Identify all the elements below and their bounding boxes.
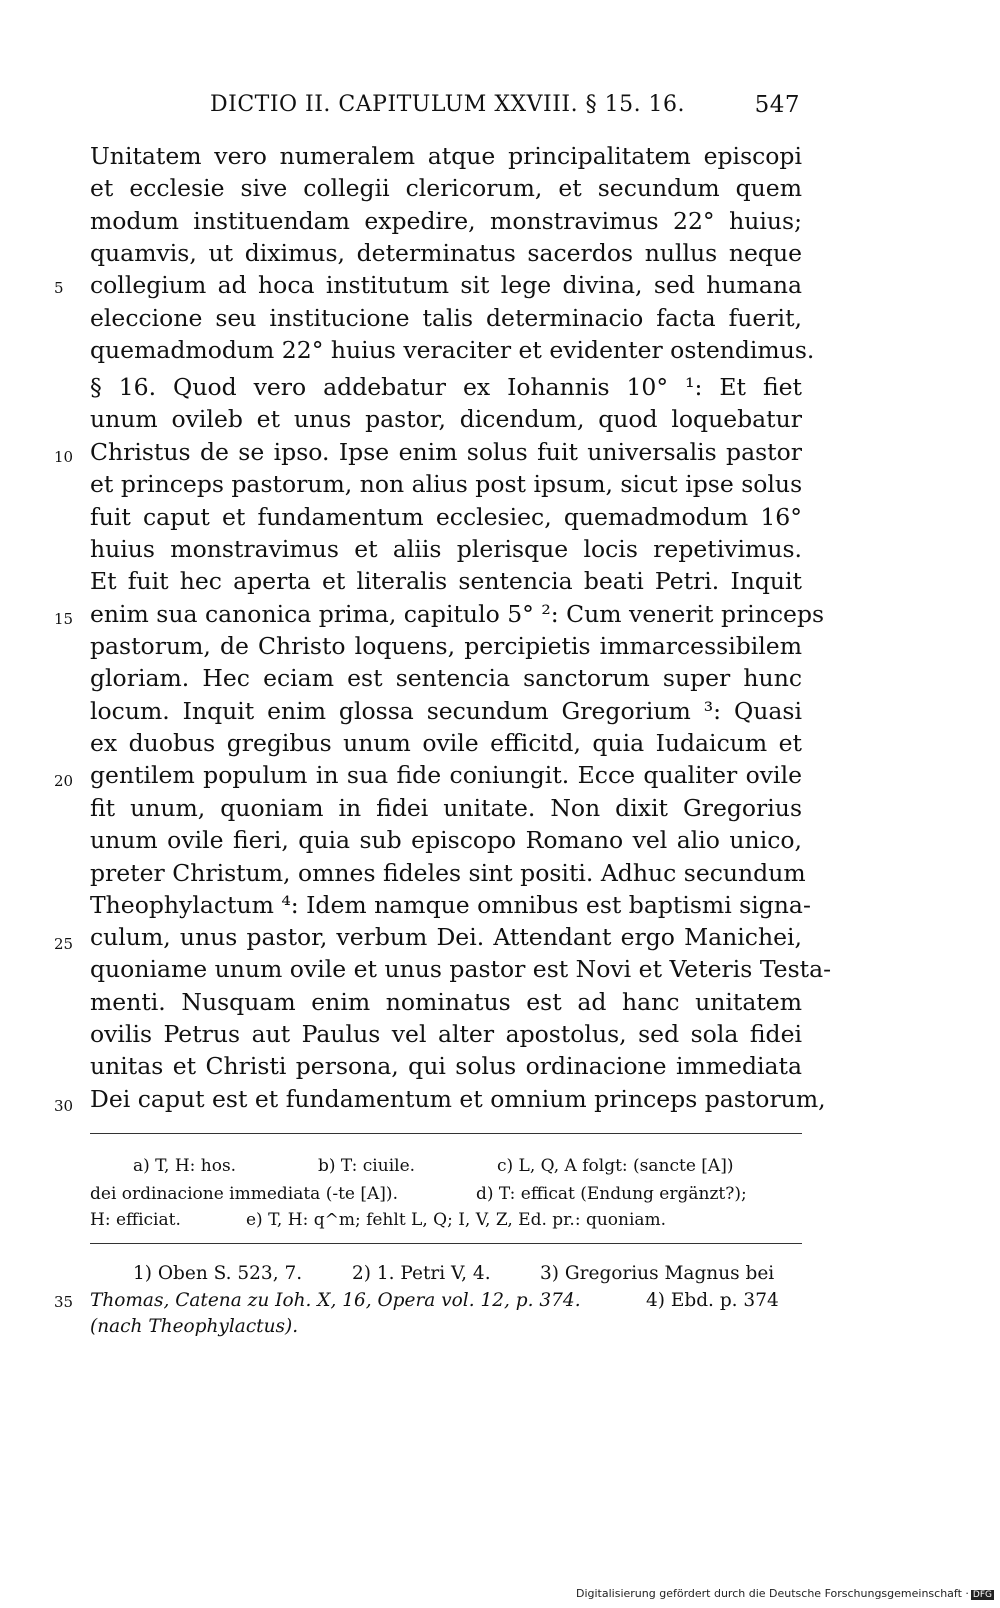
body-line: Theophylactum ⁴: Idem namque omnibus est baptismi signa- xyxy=(90,891,811,919)
body-line: quemadmodum 22° huius veraciter et evidenter ostendimus. xyxy=(90,336,815,364)
body-line: gentilem populum in sua fide coniungit. Ecce qualiter ovile xyxy=(90,761,802,789)
body-line: preter Christum, omnes fideles sint positi. Adhuc secundum xyxy=(90,859,806,887)
line-number: 10 xyxy=(54,448,74,466)
body-line: fit unum, quoniam in fidei unitate. Non dixit Gregorius xyxy=(90,794,802,822)
body-line: ovilis Petrus aut Paulus vel alter apostolus, sed sola fidei xyxy=(90,1020,802,1048)
footnote-rule xyxy=(90,1133,802,1134)
line-number: 20 xyxy=(54,772,74,790)
apparatus-c2: dei ordinacione immediata (-te [A]). xyxy=(90,1184,398,1204)
body-line: fuit caput et fundamentum ecclesiec, quemadmodum 16° xyxy=(90,503,802,531)
apparatus-c1: c) L, Q, A folgt: (sancte [A]) xyxy=(497,1156,734,1176)
body-line: locum. Inquit enim glossa secundum Gregorium ³: Quasi xyxy=(90,697,802,725)
body-line: Unitatem vero numeralem atque principalitatem episcopi xyxy=(90,142,802,170)
line-number: 15 xyxy=(54,610,74,628)
body-line: et ecclesie sive collegii clericorum, et secundum quem xyxy=(90,174,802,202)
body-line: Et fuit hec aperta et literalis sentencia beati Petri. Inquit xyxy=(90,567,802,595)
body-line: unum ovileb et unus pastor, dicendum, quod loquebatur xyxy=(90,405,802,433)
line-number: 5 xyxy=(54,279,64,297)
line-number: 25 xyxy=(54,935,74,953)
apparatus-d2: H: efficiat. xyxy=(90,1210,181,1230)
body-line: enim sua canonica prima, capitulo 5° ²: Cum venerit princeps xyxy=(90,600,825,628)
footnote-3: 3) Gregorius Magnus bei xyxy=(540,1263,775,1284)
line-number: 30 xyxy=(54,1097,74,1115)
body-line: collegium ad hoca institutum sit lege divina, sed humana xyxy=(90,271,802,299)
dfg-logo: DFG xyxy=(972,1590,992,1600)
body-line: huius monstravimus et aliis plerisque locis repetivimus. xyxy=(90,535,802,563)
footnote-4: 4) Ebd. p. 374 xyxy=(646,1290,779,1311)
apparatus-b: b) T: ciuile. xyxy=(318,1156,416,1176)
digitization-credit xyxy=(576,1587,994,1600)
line-number: 35 xyxy=(54,1293,74,1311)
apparatus-d1: d) T: efficat (Endung ergänzt?); xyxy=(476,1184,747,1204)
page-number: 547 xyxy=(754,92,800,118)
body-line: quoniame unum ovile et unus pastor est Novi et Veteris Testa- xyxy=(90,955,832,983)
body-line: culum, unus pastor, verbum Dei. Attendant ergo Manichei, xyxy=(90,923,802,951)
body-line: et princeps pastorum, non alius post ipsum, sicut ipse solus xyxy=(90,470,803,498)
footnote-rule xyxy=(90,1243,802,1244)
running-header xyxy=(210,92,800,117)
body-line: gloriam. Hec eciam est sentencia sanctorum super hunc xyxy=(90,664,802,692)
body-line: eleccione seu institucione talis determinacio facta fuerit, xyxy=(90,304,802,332)
footnote-4-cont: (nach Theophylactus). xyxy=(90,1316,299,1337)
apparatus-e: e) T, H: q^m; fehlt L, Q; I, V, Z, Ed. pr.: quoniam. xyxy=(246,1210,667,1230)
credit-text: Digitalisierung gefördert durch die Deutsche Forschungsgemeinschaft · xyxy=(575,1587,969,1600)
apparatus-a: a) T, H: hos. xyxy=(133,1156,237,1176)
body-line: modum instituendam expedire, monstravimus 22° huius; xyxy=(90,207,802,235)
body-line: Christus de se ipso. Ipse enim solus fuit universalis pastor xyxy=(90,438,802,466)
body-line: unum ovile fieri, quia sub episcopo Romano vel alio unico, xyxy=(90,826,802,854)
body-line: ex duobus gregibus unum ovile efficitd, quia Iudaicum et xyxy=(90,729,802,757)
body-line: pastorum, de Christo loquens, percipietis immarcessibilem xyxy=(90,632,802,660)
body-line: Dei caput est et fundamentum et omnium princeps pastorum, xyxy=(90,1085,826,1113)
footnote-2: 2) 1. Petri V, 4. xyxy=(352,1263,491,1284)
running-title: DICTIO II. CAPITULUM XXVIII. § 15. 16. xyxy=(210,92,686,117)
body-line: unitas et Christi persona, qui solus ordinacione immediata xyxy=(90,1052,802,1080)
footnote-1: 1) Oben S. 523, 7. xyxy=(133,1263,303,1284)
body-line: menti. Nusquam enim nominatus est ad hanc unitatem xyxy=(90,988,802,1016)
body-line: quamvis, ut diximus, determinatus sacerdos nullus neque xyxy=(90,239,802,267)
footnote-3-cont: Thomas, Catena zu Ioh. X, 16, Opera vol. 12, p. 374. xyxy=(90,1290,581,1311)
body-line: § 16. Quod vero addebatur ex Iohannis 10° ¹: Et fiet xyxy=(90,373,802,401)
